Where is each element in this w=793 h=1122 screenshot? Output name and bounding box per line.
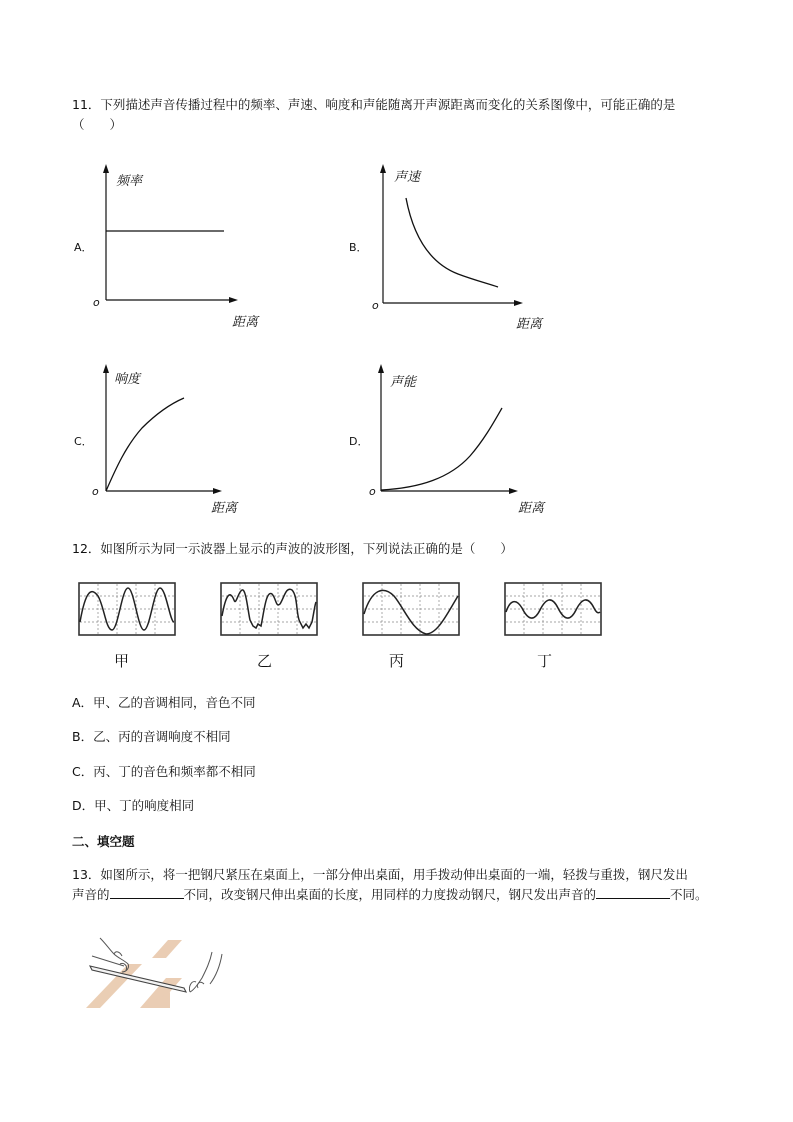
q11-graph-d-xlabel: 距离 <box>518 501 545 516</box>
q13-blank-2[interactable] <box>596 886 670 899</box>
q11-graph-c-origin: o <box>92 485 99 498</box>
q12-option-c: C．丙、丁的音色和频率都不相同 <box>72 764 256 779</box>
q11-graph-a-origin: o <box>93 296 100 309</box>
speed-decreasing-curve <box>406 198 498 287</box>
oscilloscope-bing <box>362 582 460 636</box>
q11-graph-d-origin: o <box>369 485 376 498</box>
q11-graph-b-ylabel: 声速 <box>394 170 421 185</box>
q11-graph-c-ylabel: 响度 <box>114 372 141 387</box>
q11-option-d-label: D． <box>349 435 369 448</box>
q13-text-a: 声音的 <box>72 887 110 902</box>
section-title: 二、填空题 <box>72 834 135 849</box>
wave-label-jia: 甲 <box>114 652 130 670</box>
q11-stem-line2: （ ） <box>72 117 123 132</box>
q11-graph-a-ylabel: 频率 <box>116 174 143 189</box>
q13-text-c: 不同。 <box>670 887 708 902</box>
oscilloscope-jia <box>78 582 176 636</box>
q11-option-a-label: A． <box>74 241 93 254</box>
oscilloscope-yi <box>220 582 318 636</box>
energy-curve <box>381 408 502 490</box>
wave-label-yi: 乙 <box>257 652 273 670</box>
wave-label-bing: 丙 <box>389 652 405 670</box>
wave-label-ding: 丁 <box>537 652 553 670</box>
q11-graph-b-origin: o <box>372 299 379 312</box>
q11-graph-d-ylabel: 声能 <box>390 375 417 390</box>
q12-option-a: A．甲、乙的音调相同，音色不同 <box>72 695 256 710</box>
q11-option-c-label: C． <box>74 435 93 448</box>
q12-option-b: B．乙、丙的音调响度不相同 <box>72 729 231 744</box>
q11-graph-b <box>370 160 543 332</box>
q11-option-b-label: B． <box>349 241 368 254</box>
q11-graph-a-xlabel: 距离 <box>232 315 259 330</box>
loudness-increasing-curve <box>106 398 184 491</box>
q13-text-b: 不同，改变钢尺伸出桌面的长度，用同样的力度拨动钢尺，钢尺发出声音的 <box>183 887 597 902</box>
q13-line2 <box>72 886 782 904</box>
oscilloscope-ding <box>504 582 602 636</box>
q11-stem-line1: 11．下列描述声音传播过程中的频率、声速、响度和声能随离开声源距离而变化的关系图像中，可能正确的是 <box>72 97 676 112</box>
q11-graph-b-xlabel: 距离 <box>516 317 543 332</box>
q12-option-d: D．甲、丁的响度相同 <box>72 798 195 813</box>
q12-stem: 12．如图所示为同一示波器上显示的声波的波形图，下列说法正确的是（ ） <box>72 541 513 556</box>
q13-blank-1[interactable] <box>110 886 184 899</box>
q13-line1: 13．如图所示，将一把钢尺紧压在桌面上，一部分伸出桌面，用手拨动伸出桌面的一端，轻拨与重拨，钢尺发出 <box>72 867 688 882</box>
ruler-table-illustration <box>86 928 236 1014</box>
q11-graph-c-xlabel: 距离 <box>211 501 238 516</box>
